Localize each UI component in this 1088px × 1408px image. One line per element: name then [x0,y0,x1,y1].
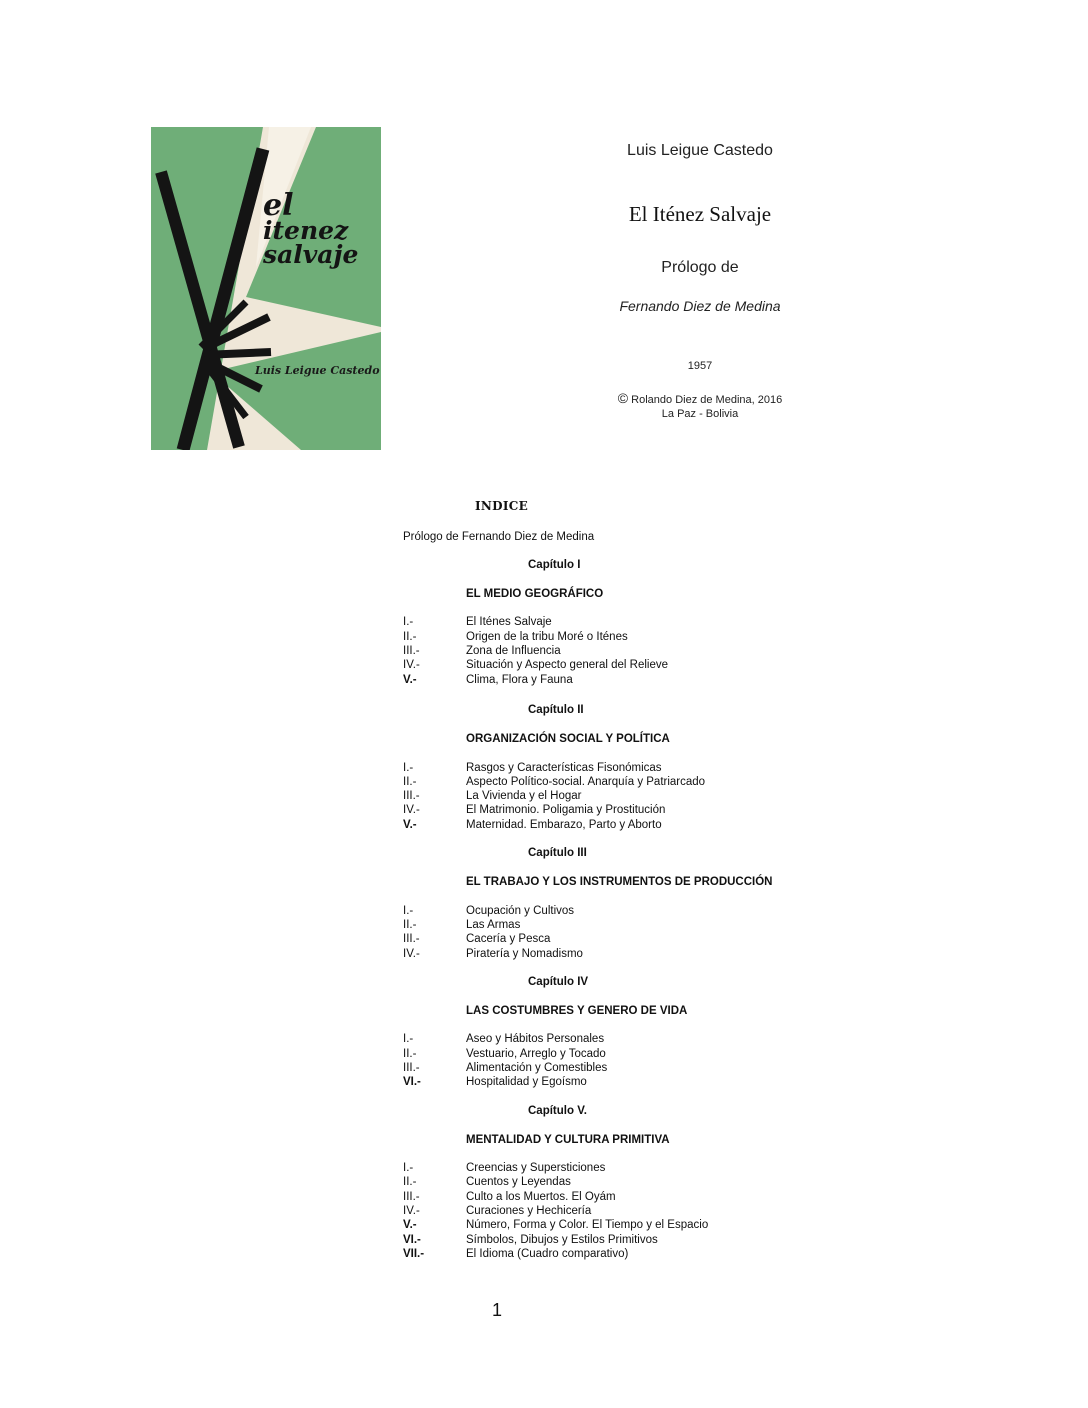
item-title: Zona de Influencia [466,645,561,657]
item-number: III.- [403,933,420,945]
item-title: Piratería y Nomadismo [466,948,583,960]
copyright-symbol: © [617,390,629,406]
item-number: III.- [403,645,420,657]
item-number: I.- [403,905,414,917]
chapter-title: LAS COSTUMBRES Y GENERO DE VIDA [466,1005,688,1017]
item-title: Símbolos, Dibujos y Estilos Primitivos [466,1234,658,1246]
cover-author: Luis Leigue Castedo [255,364,380,377]
item-title: Maternidad. Embarazo, Parto y Aborto [466,819,662,831]
author-name: Luis Leigue Castedo [627,142,773,159]
item-number: III.- [403,1062,420,1074]
item-title: Curaciones y Hechicería [466,1205,592,1217]
item-number: V.- [403,819,417,831]
toc-prologue: Prólogo de Fernando Diez de Medina [403,531,595,543]
chapter-title: EL TRABAJO Y LOS INSTRUMENTOS DE PRODUCCIÓN [466,876,773,888]
item-title: Las Armas [466,919,521,931]
prologue-label: Prólogo de [661,259,739,276]
item-number: I.- [403,1162,414,1174]
item-number: II.- [403,1048,417,1060]
index-heading: INDICE [475,499,529,513]
item-number: I.- [403,762,414,774]
item-title: Ocupación y Cultivos [466,905,575,917]
prologue-author: Fernando Diez de Medina [619,298,781,314]
item-title: Cacería y Pesca [466,933,551,945]
cover-title-line1: el [263,188,294,223]
item-title: Hospitalidad y Egoísmo [466,1076,587,1088]
book-title: El Iténez Salvaje [628,202,772,226]
chapter-title: EL MEDIO GEOGRÁFICO [466,588,604,600]
chapter-label: Capítulo II [528,704,584,716]
item-title: Culto a los Muertos. El Oyám [466,1191,616,1203]
publication-place: La Paz - Bolivia [661,408,739,420]
publication-year: 1957 [687,360,713,372]
chapter-title: MENTALIDAD Y CULTURA PRIMITIVA [466,1134,670,1146]
item-number: IV.- [403,659,420,671]
item-number: II.- [403,1176,417,1188]
item-number: II.- [403,776,417,788]
item-title: Clima, Flora y Fauna [466,674,573,686]
item-title: El Iténes Salvaje [466,616,552,628]
item-title: Origen de la tribu Moré o Iténes [466,631,628,643]
item-number: III.- [403,1191,420,1203]
chapter-label: Capítulo IV [528,976,589,988]
item-title: Rasgos y Características Fisonómicas [466,762,662,774]
copyright-holder: Rolando Diez de Medina, 2016 [631,394,783,406]
item-title: Alimentación y Comestibles [466,1062,608,1074]
item-title: Aseo y Hábitos Personales [466,1033,605,1045]
page-number: 1 [492,1300,503,1320]
item-title: Vestuario, Arreglo y Tocado [466,1048,606,1060]
item-number: I.- [403,1033,414,1045]
item-title: Cuentos y Leyendas [466,1176,571,1188]
cover-title-line2: itenez [263,216,349,245]
item-number: VI.- [403,1076,421,1088]
item-title: La Vivienda y el Hogar [466,790,582,802]
item-title: El Idioma (Cuadro comparativo) [466,1248,629,1260]
item-number: VI.- [403,1234,421,1246]
item-number: V.- [403,674,417,686]
cover-title-line3: salvaje [263,240,359,269]
item-number: IV.- [403,804,420,816]
item-title: Creencias y Supersticiones [466,1162,606,1174]
item-number: V.- [403,1219,417,1231]
item-number: IV.- [403,948,420,960]
item-number: II.- [403,631,417,643]
item-title: Número, Forma y Color. El Tiempo y el Espacio [466,1219,709,1231]
item-number: VII.- [403,1248,425,1260]
item-number: IV.- [403,1205,420,1217]
item-title: Situación y Aspecto general del Relieve [466,659,669,671]
item-number: II.- [403,919,417,931]
chapter-label: Capítulo III [528,847,587,859]
item-title: El Matrimonio. Poligamia y Prostitución [466,804,666,816]
chapter-label: Capítulo I [528,559,581,571]
chapter-label: Capítulo V. [528,1105,587,1117]
item-title: Aspecto Político-social. Anarquía y Patriarcado [466,776,706,788]
item-number: I.- [403,616,414,628]
item-number: III.- [403,790,420,802]
chapter-title: ORGANIZACIÓN SOCIAL Y POLÍTICA [466,733,670,745]
